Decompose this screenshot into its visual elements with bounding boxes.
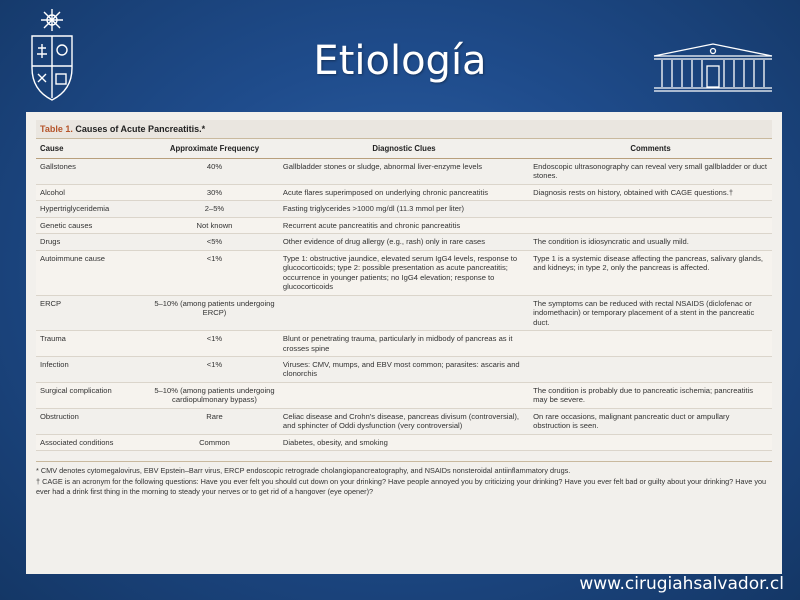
cell-cause: Trauma	[36, 331, 150, 357]
table-row	[36, 234, 772, 250]
cell-frequency: 5–10% (among patients undergoing ERCP)	[150, 295, 279, 330]
cell-clues: Recurrent acute pancreatitis and chronic pancreatitis	[279, 217, 529, 233]
table-footnotes	[36, 461, 772, 497]
cell-cause: ERCP	[36, 295, 150, 330]
cell-frequency: <5%	[150, 234, 279, 250]
cell-cause: Associated conditions	[36, 434, 150, 450]
cell-frequency: 40%	[150, 158, 279, 184]
cell-clues	[279, 295, 529, 330]
cell-clues: Viruses: CMV, mumps, and EBV most common; parasites: ascaris and clonorchis	[279, 357, 529, 383]
cell-comments	[529, 434, 772, 450]
cell-cause: Hypertriglyceridemia	[36, 201, 150, 217]
cell-frequency: <1%	[150, 331, 279, 357]
cell-frequency: 30%	[150, 184, 279, 200]
header-frequency: Approximate Frequency	[150, 139, 279, 158]
table-caption	[36, 120, 772, 139]
cell-clues: Diabetes, obesity, and smoking	[279, 434, 529, 450]
table-row	[36, 331, 772, 357]
cell-comments: The condition is idiosyncratic and usually mild.	[529, 234, 772, 250]
table-row	[36, 408, 772, 434]
footnote-cage: † CAGE is an acronym for the following questions: Have you ever felt you should cut down on your drinking? Have people annoyed you by criticizing your drinking? Have you ever felt bad or guilty about your drinking? Have you ever had a drink first thing in the morning to steady your nerves or to get rid of a hangover (eye opener)?	[36, 477, 767, 497]
cell-cause: Autoimmune cause	[36, 250, 150, 295]
table-number: Table 1.	[40, 124, 73, 134]
cell-frequency: Common	[150, 434, 279, 450]
table-row	[36, 382, 772, 408]
cell-cause: Genetic causes	[36, 217, 150, 233]
cell-clues: Blunt or penetrating trauma, particularly in midbody of pancreas as it crosses spine	[279, 331, 529, 357]
cell-comments: Type 1 is a systemic disease affecting the pancreas, salivary glands, and kidneys; in type 2, only the pancreas is affected.	[529, 250, 772, 295]
table-row	[36, 201, 772, 217]
cell-frequency: 2–5%	[150, 201, 279, 217]
cell-comments: On rare occasions, malignant pancreatic duct or ampullary obstruction is seen.	[529, 408, 772, 434]
cell-clues: Celiac disease and Crohn's disease, pancreas divisum (controversial), and sphincter of Oddi dysfunction (very controversial)	[279, 408, 529, 434]
cell-cause: Infection	[36, 357, 150, 383]
cell-frequency: 5–10% (among patients undergoing cardiopulmonary bypass)	[150, 382, 279, 408]
cell-comments: Diagnosis rests on history, obtained with CAGE questions.†	[529, 184, 772, 200]
cell-frequency: Rare	[150, 408, 279, 434]
header-cause: Cause	[36, 139, 150, 158]
table-panel	[26, 112, 782, 574]
cell-cause: Surgical complication	[36, 382, 150, 408]
cell-comments: The symptoms can be reduced with rectal NSAIDS (diclofenac or indomethacin) or temporary placement of a stent in the pancreatic duct.	[529, 295, 772, 330]
cell-comments	[529, 331, 772, 357]
cell-frequency: <1%	[150, 250, 279, 295]
hospital-building-icon	[652, 42, 774, 92]
cell-clues: Type 1: obstructive jaundice, elevated serum IgG4 levels, response to glucocorticoids; type 2: possible presentation as acute pancreatitis; occurrence in younger patients; no IgG4 elevation; response to glucocorticoids	[279, 250, 529, 295]
table-caption-text: Causes of Acute Pancreatitis.*	[75, 124, 206, 134]
cell-comments: Endoscopic ultrasonography can reveal very small gallbladder or duct stones.	[529, 158, 772, 184]
header-clues: Diagnostic Clues	[279, 139, 529, 158]
footnote-abbreviations: * CMV denotes cytomegalovirus, EBV Epstein–Barr virus, ERCP endoscopic retrograde cholangiopancreatography, and NSAIDs nonsteroidal antiinflammatory drugs.	[36, 466, 571, 476]
cell-clues: Gallbladder stones or sludge, abnormal liver-enzyme levels	[279, 158, 529, 184]
cell-comments	[529, 217, 772, 233]
cell-comments	[529, 201, 772, 217]
table-row	[36, 357, 772, 383]
table-row	[36, 184, 772, 200]
table-header-row	[36, 139, 772, 158]
header-comments: Comments	[529, 139, 772, 158]
table-row	[36, 217, 772, 233]
slide-title: Etiología	[313, 38, 487, 84]
cell-clues	[279, 382, 529, 408]
cell-clues: Fasting triglycerides >1000 mg/dl (11.3 mmol per liter)	[279, 201, 529, 217]
cell-clues: Acute flares superimposed on underlying chronic pancreatitis	[279, 184, 529, 200]
cell-cause: Alcohol	[36, 184, 150, 200]
causes-table	[36, 139, 772, 451]
cell-cause: Gallstones	[36, 158, 150, 184]
table-row	[36, 434, 772, 450]
cell-frequency: <1%	[150, 357, 279, 383]
website-url: www.cirugiahsalvador.cl	[579, 574, 784, 594]
cell-clues: Other evidence of drug allergy (e.g., rash) only in rare cases	[279, 234, 529, 250]
table-row	[36, 250, 772, 295]
table-row	[36, 158, 772, 184]
cell-comments	[529, 357, 772, 383]
cell-cause: Drugs	[36, 234, 150, 250]
cell-frequency: Not known	[150, 217, 279, 233]
cell-cause: Obstruction	[36, 408, 150, 434]
cell-comments: The condition is probably due to pancreatic ischemia; pancreatitis may be severe.	[529, 382, 772, 408]
table-row	[36, 295, 772, 330]
